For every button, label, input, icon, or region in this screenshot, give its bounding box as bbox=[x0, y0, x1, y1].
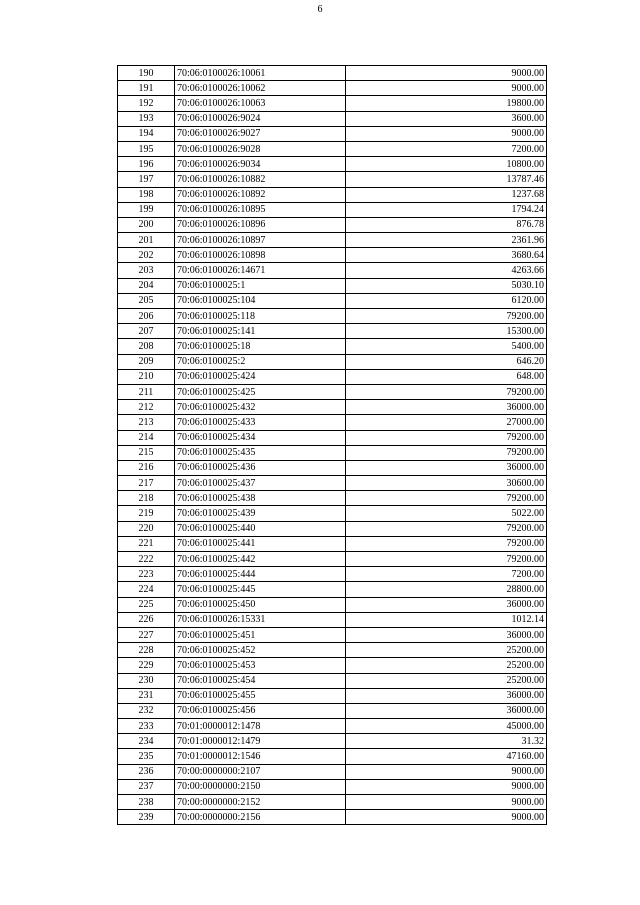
row-number-cell: 215 bbox=[118, 445, 175, 460]
table-row bbox=[118, 688, 547, 703]
cadastral-number-cell: 70:06:0100026:9028 bbox=[175, 141, 346, 156]
row-number-cell: 204 bbox=[118, 278, 175, 293]
value-cell: 27000.00 bbox=[346, 415, 547, 430]
cadastral-number-cell: 70:06:0100025:118 bbox=[175, 309, 346, 324]
table-row bbox=[118, 476, 547, 491]
registry-table-body bbox=[118, 66, 547, 825]
cadastral-number-cell: 70:06:0100026:10898 bbox=[175, 248, 346, 263]
table-row bbox=[118, 187, 547, 202]
table-row bbox=[118, 233, 547, 248]
table-row bbox=[118, 506, 547, 521]
row-number-cell: 192 bbox=[118, 96, 175, 111]
cadastral-number-cell: 70:06:0100025:1 bbox=[175, 278, 346, 293]
row-number-cell: 214 bbox=[118, 430, 175, 445]
table-row bbox=[118, 597, 547, 612]
table-row bbox=[118, 445, 547, 460]
row-number-cell: 213 bbox=[118, 415, 175, 430]
cadastral-number-cell: 70:06:0100026:10897 bbox=[175, 233, 346, 248]
table-row bbox=[118, 81, 547, 96]
table-row bbox=[118, 217, 547, 232]
table-row bbox=[118, 157, 547, 172]
table-row bbox=[118, 354, 547, 369]
row-number-cell: 226 bbox=[118, 612, 175, 627]
row-number-cell: 197 bbox=[118, 172, 175, 187]
row-number-cell: 212 bbox=[118, 400, 175, 415]
value-cell: 36000.00 bbox=[346, 688, 547, 703]
cadastral-number-cell: 70:06:0100025:442 bbox=[175, 552, 346, 567]
table-row bbox=[118, 172, 547, 187]
table-row bbox=[118, 293, 547, 308]
table-row bbox=[118, 263, 547, 278]
cadastral-number-cell: 70:06:0100025:141 bbox=[175, 324, 346, 339]
row-number-cell: 225 bbox=[118, 597, 175, 612]
cadastral-number-cell: 70:06:0100025:104 bbox=[175, 293, 346, 308]
value-cell: 79200.00 bbox=[346, 384, 547, 399]
table-row bbox=[118, 673, 547, 688]
row-number-cell: 235 bbox=[118, 749, 175, 764]
row-number-cell: 234 bbox=[118, 734, 175, 749]
cadastral-number-cell: 70:00:0000000:2150 bbox=[175, 779, 346, 794]
row-number-cell: 238 bbox=[118, 795, 175, 810]
row-number-cell: 221 bbox=[118, 536, 175, 551]
value-cell: 9000.00 bbox=[346, 66, 547, 81]
table-row bbox=[118, 384, 547, 399]
row-number-cell: 208 bbox=[118, 339, 175, 354]
cadastral-number-cell: 70:01:0000012:1479 bbox=[175, 734, 346, 749]
value-cell: 28800.00 bbox=[346, 582, 547, 597]
cadastral-number-cell: 70:06:0100026:10063 bbox=[175, 96, 346, 111]
row-number-cell: 217 bbox=[118, 476, 175, 491]
value-cell: 9000.00 bbox=[346, 810, 547, 825]
value-cell: 79200.00 bbox=[346, 491, 547, 506]
value-cell: 5030.10 bbox=[346, 278, 547, 293]
cadastral-number-cell: 70:06:0100025:424 bbox=[175, 369, 346, 384]
row-number-cell: 219 bbox=[118, 506, 175, 521]
cadastral-number-cell: 70:01:0000012:1546 bbox=[175, 749, 346, 764]
table-row bbox=[118, 369, 547, 384]
cadastral-number-cell: 70:06:0100025:434 bbox=[175, 430, 346, 445]
value-cell: 3600.00 bbox=[346, 111, 547, 126]
cadastral-number-cell: 70:06:0100026:15331 bbox=[175, 612, 346, 627]
table-row bbox=[118, 400, 547, 415]
table-row bbox=[118, 460, 547, 475]
value-cell: 79200.00 bbox=[346, 445, 547, 460]
cadastral-number-cell: 70:06:0100025:445 bbox=[175, 582, 346, 597]
value-cell: 25200.00 bbox=[346, 673, 547, 688]
row-number-cell: 224 bbox=[118, 582, 175, 597]
table-row bbox=[118, 612, 547, 627]
cadastral-number-cell: 70:06:0100025:455 bbox=[175, 688, 346, 703]
table-row bbox=[118, 703, 547, 718]
cadastral-number-cell: 70:06:0100025:437 bbox=[175, 476, 346, 491]
cadastral-number-cell: 70:06:0100026:10896 bbox=[175, 217, 346, 232]
value-cell: 648.00 bbox=[346, 369, 547, 384]
table-row bbox=[118, 734, 547, 749]
row-number-cell: 220 bbox=[118, 521, 175, 536]
table-row bbox=[118, 719, 547, 734]
value-cell: 36000.00 bbox=[346, 400, 547, 415]
value-cell: 1237.68 bbox=[346, 187, 547, 202]
row-number-cell: 195 bbox=[118, 141, 175, 156]
value-cell: 47160.00 bbox=[346, 749, 547, 764]
cadastral-number-cell: 70:00:0000000:2156 bbox=[175, 810, 346, 825]
table-row bbox=[118, 430, 547, 445]
row-number-cell: 216 bbox=[118, 460, 175, 475]
value-cell: 5400.00 bbox=[346, 339, 547, 354]
cadastral-number-cell: 70:06:0100025:453 bbox=[175, 658, 346, 673]
value-cell: 876.78 bbox=[346, 217, 547, 232]
value-cell: 2361.96 bbox=[346, 233, 547, 248]
value-cell: 30600.00 bbox=[346, 476, 547, 491]
cadastral-number-cell: 70:06:0100025:436 bbox=[175, 460, 346, 475]
value-cell: 6120.00 bbox=[346, 293, 547, 308]
row-number-cell: 206 bbox=[118, 309, 175, 324]
value-cell: 36000.00 bbox=[346, 460, 547, 475]
table-row bbox=[118, 627, 547, 642]
table-row bbox=[118, 521, 547, 536]
table-row bbox=[118, 643, 547, 658]
row-number-cell: 227 bbox=[118, 627, 175, 642]
row-number-cell: 201 bbox=[118, 233, 175, 248]
value-cell: 36000.00 bbox=[346, 703, 547, 718]
cadastral-number-cell: 70:06:0100025:451 bbox=[175, 627, 346, 642]
row-number-cell: 230 bbox=[118, 673, 175, 688]
value-cell: 25200.00 bbox=[346, 658, 547, 673]
value-cell: 79200.00 bbox=[346, 309, 547, 324]
cadastral-number-cell: 70:01:0000012:1478 bbox=[175, 719, 346, 734]
value-cell: 79200.00 bbox=[346, 521, 547, 536]
value-cell: 9000.00 bbox=[346, 126, 547, 141]
value-cell: 45000.00 bbox=[346, 719, 547, 734]
cadastral-number-cell: 70:06:0100026:10061 bbox=[175, 66, 346, 81]
value-cell: 31.32 bbox=[346, 734, 547, 749]
row-number-cell: 210 bbox=[118, 369, 175, 384]
cadastral-number-cell: 70:06:0100025:425 bbox=[175, 384, 346, 399]
cadastral-number-cell: 70:06:0100025:450 bbox=[175, 597, 346, 612]
table-row bbox=[118, 309, 547, 324]
cadastral-number-cell: 70:06:0100026:10882 bbox=[175, 172, 346, 187]
table-row bbox=[118, 339, 547, 354]
table-row bbox=[118, 126, 547, 141]
value-cell: 4263.66 bbox=[346, 263, 547, 278]
table-row bbox=[118, 248, 547, 263]
cadastral-number-cell: 70:06:0100026:9027 bbox=[175, 126, 346, 141]
table-row bbox=[118, 141, 547, 156]
row-number-cell: 202 bbox=[118, 248, 175, 263]
cadastral-number-cell: 70:06:0100025:439 bbox=[175, 506, 346, 521]
value-cell: 7200.00 bbox=[346, 141, 547, 156]
table-row bbox=[118, 66, 547, 81]
cadastral-number-cell: 70:06:0100025:444 bbox=[175, 567, 346, 582]
row-number-cell: 236 bbox=[118, 764, 175, 779]
row-number-cell: 237 bbox=[118, 779, 175, 794]
value-cell: 25200.00 bbox=[346, 643, 547, 658]
table-row bbox=[118, 779, 547, 794]
table-row bbox=[118, 582, 547, 597]
row-number-cell: 193 bbox=[118, 111, 175, 126]
row-number-cell: 209 bbox=[118, 354, 175, 369]
table-row bbox=[118, 278, 547, 293]
value-cell: 5022.00 bbox=[346, 506, 547, 521]
row-number-cell: 229 bbox=[118, 658, 175, 673]
value-cell: 1794.24 bbox=[346, 202, 547, 217]
row-number-cell: 228 bbox=[118, 643, 175, 658]
row-number-cell: 199 bbox=[118, 202, 175, 217]
row-number-cell: 222 bbox=[118, 552, 175, 567]
table-row bbox=[118, 552, 547, 567]
value-cell: 13787.46 bbox=[346, 172, 547, 187]
value-cell: 15300.00 bbox=[346, 324, 547, 339]
row-number-cell: 200 bbox=[118, 217, 175, 232]
page-number: 6 bbox=[317, 4, 323, 15]
value-cell: 10800.00 bbox=[346, 157, 547, 172]
registry-table bbox=[117, 65, 547, 825]
cadastral-number-cell: 70:06:0100025:438 bbox=[175, 491, 346, 506]
cadastral-number-cell: 70:06:0100025:435 bbox=[175, 445, 346, 460]
row-number-cell: 218 bbox=[118, 491, 175, 506]
table-row bbox=[118, 415, 547, 430]
value-cell: 9000.00 bbox=[346, 81, 547, 96]
value-cell: 646.20 bbox=[346, 354, 547, 369]
row-number-cell: 232 bbox=[118, 703, 175, 718]
table-row bbox=[118, 491, 547, 506]
row-number-cell: 239 bbox=[118, 810, 175, 825]
table-row bbox=[118, 324, 547, 339]
row-number-cell: 223 bbox=[118, 567, 175, 582]
cadastral-number-cell: 70:06:0100026:10062 bbox=[175, 81, 346, 96]
table-row bbox=[118, 764, 547, 779]
value-cell: 9000.00 bbox=[346, 779, 547, 794]
value-cell: 9000.00 bbox=[346, 795, 547, 810]
value-cell: 3680.64 bbox=[346, 248, 547, 263]
cadastral-number-cell: 70:06:0100025:433 bbox=[175, 415, 346, 430]
value-cell: 79200.00 bbox=[346, 430, 547, 445]
table-row bbox=[118, 810, 547, 825]
cadastral-number-cell: 70:06:0100026:14671 bbox=[175, 263, 346, 278]
table-row bbox=[118, 749, 547, 764]
row-number-cell: 196 bbox=[118, 157, 175, 172]
row-number-cell: 231 bbox=[118, 688, 175, 703]
cadastral-number-cell: 70:00:0000000:2107 bbox=[175, 764, 346, 779]
row-number-cell: 194 bbox=[118, 126, 175, 141]
cadastral-number-cell: 70:06:0100025:441 bbox=[175, 536, 346, 551]
table-row bbox=[118, 202, 547, 217]
value-cell: 7200.00 bbox=[346, 567, 547, 582]
table-row bbox=[118, 567, 547, 582]
cadastral-number-cell: 70:06:0100025:456 bbox=[175, 703, 346, 718]
value-cell: 36000.00 bbox=[346, 627, 547, 642]
row-number-cell: 207 bbox=[118, 324, 175, 339]
row-number-cell: 233 bbox=[118, 719, 175, 734]
row-number-cell: 211 bbox=[118, 384, 175, 399]
row-number-cell: 190 bbox=[118, 66, 175, 81]
table-row bbox=[118, 658, 547, 673]
cadastral-number-cell: 70:06:0100025:2 bbox=[175, 354, 346, 369]
row-number-cell: 191 bbox=[118, 81, 175, 96]
row-number-cell: 205 bbox=[118, 293, 175, 308]
row-number-cell: 203 bbox=[118, 263, 175, 278]
table-row bbox=[118, 536, 547, 551]
table-row bbox=[118, 111, 547, 126]
row-number-cell: 198 bbox=[118, 187, 175, 202]
cadastral-number-cell: 70:00:0000000:2152 bbox=[175, 795, 346, 810]
value-cell: 36000.00 bbox=[346, 597, 547, 612]
cadastral-number-cell: 70:06:0100026:9024 bbox=[175, 111, 346, 126]
cadastral-number-cell: 70:06:0100025:440 bbox=[175, 521, 346, 536]
value-cell: 9000.00 bbox=[346, 764, 547, 779]
cadastral-number-cell: 70:06:0100026:10892 bbox=[175, 187, 346, 202]
cadastral-number-cell: 70:06:0100025:432 bbox=[175, 400, 346, 415]
cadastral-number-cell: 70:06:0100026:9034 bbox=[175, 157, 346, 172]
value-cell: 19800.00 bbox=[346, 96, 547, 111]
cadastral-number-cell: 70:06:0100025:454 bbox=[175, 673, 346, 688]
cadastral-number-cell: 70:06:0100025:18 bbox=[175, 339, 346, 354]
cadastral-number-cell: 70:06:0100026:10895 bbox=[175, 202, 346, 217]
value-cell: 1012.14 bbox=[346, 612, 547, 627]
value-cell: 79200.00 bbox=[346, 552, 547, 567]
value-cell: 79200.00 bbox=[346, 536, 547, 551]
cadastral-number-cell: 70:06:0100025:452 bbox=[175, 643, 346, 658]
table-row bbox=[118, 96, 547, 111]
table-row bbox=[118, 795, 547, 810]
